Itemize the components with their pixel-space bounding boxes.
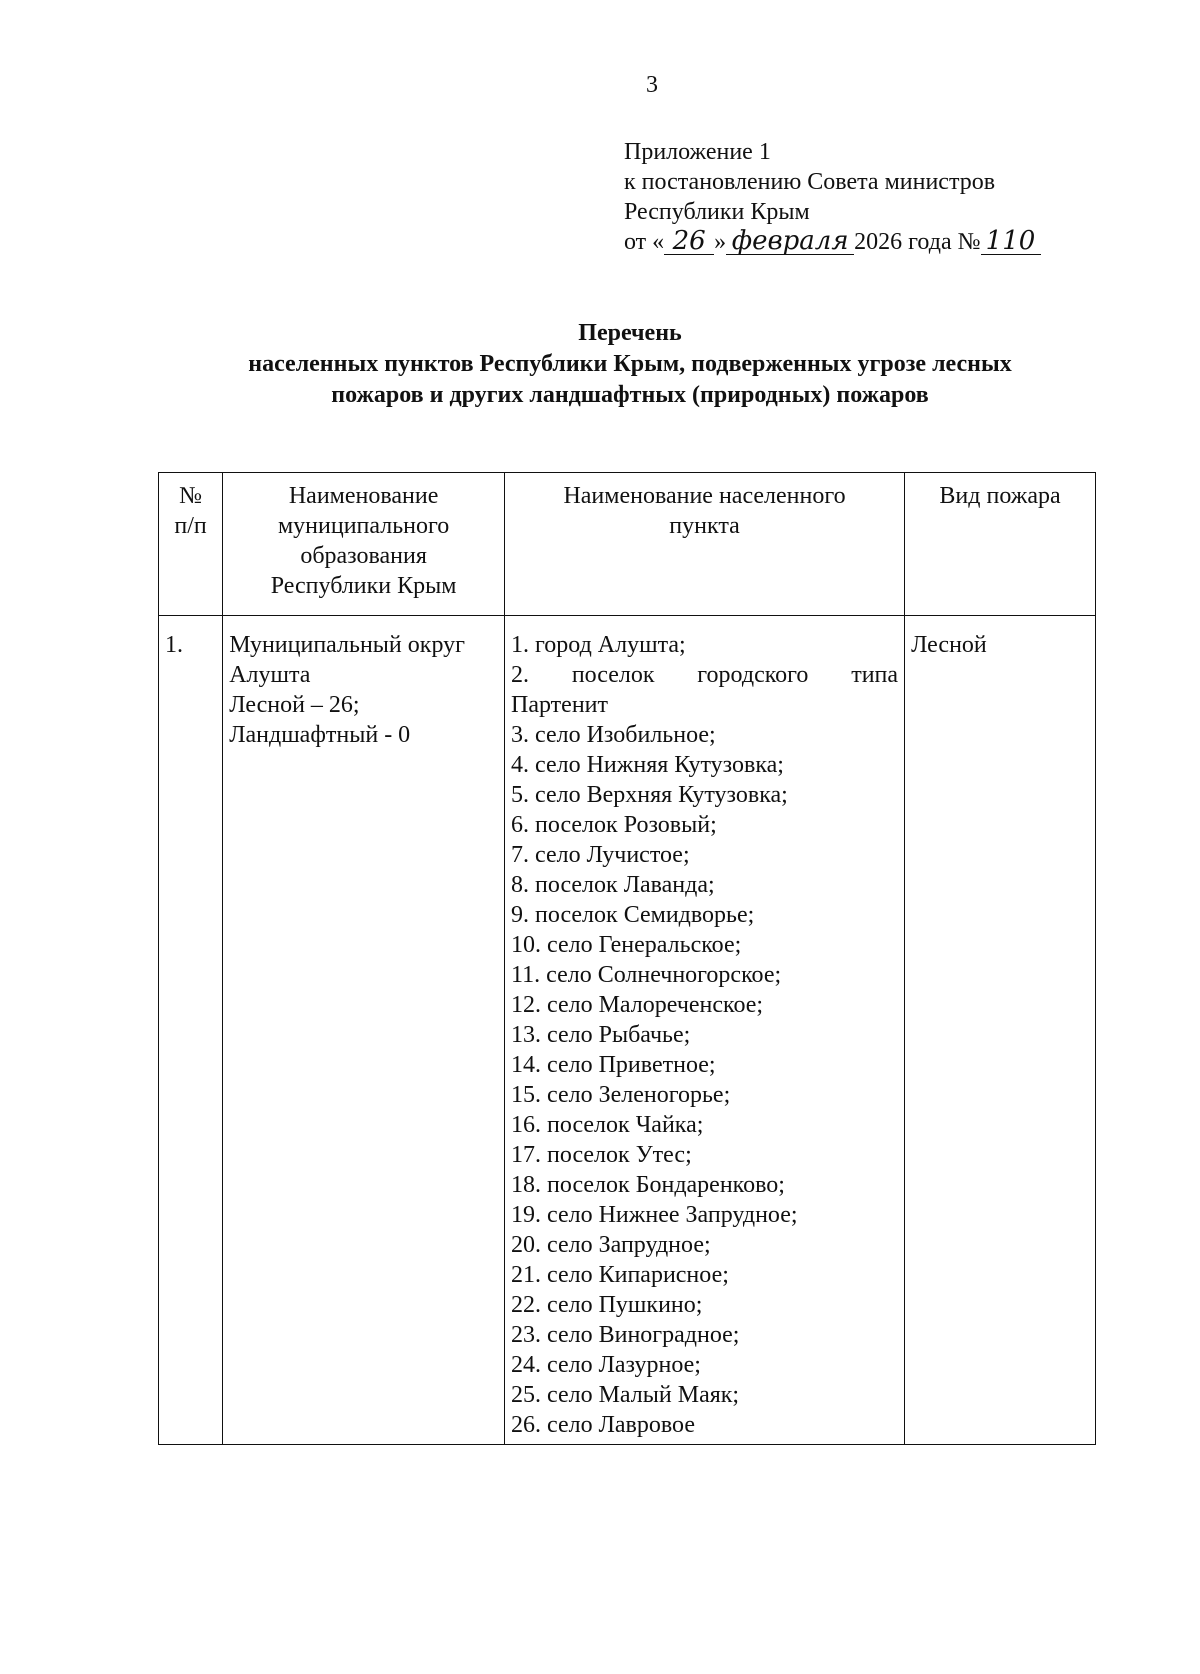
settlement-item: 20. село Запрудное; [511, 1232, 711, 1258]
title-line-1: Перечень [578, 320, 682, 346]
date-year: 2026 года № [854, 229, 981, 255]
settlement-item: 21. село Кипарисное; [511, 1262, 729, 1288]
handwritten-day: 26 [664, 228, 714, 255]
settlement-item: 24. село Лазурное; [511, 1352, 701, 1378]
handwritten-month: февраля [726, 228, 854, 255]
appendix-title: Приложение 1 [624, 139, 771, 165]
document-title [150, 318, 1110, 411]
settlement-item: 26. село Лавровое [511, 1412, 695, 1438]
municipality-line: Муниципальный округ [229, 632, 465, 658]
header-number [159, 473, 223, 616]
settlement-item: 8. поселок Лаванда; [511, 872, 715, 898]
settlement-item: 13. село Рыбачье; [511, 1022, 691, 1048]
settlement-item-2-continued: Партенит [511, 692, 608, 718]
appendix-resolution: к постановлению Совета министров [624, 169, 996, 195]
appendix-republic: Республики Крым [624, 199, 810, 225]
header-settlement-line: пункта [669, 513, 740, 539]
page-number: 3 [646, 72, 658, 98]
municipality-line: Ландшафтный - 0 [229, 722, 411, 748]
settlement-item: 6. поселок Розовый; [511, 812, 717, 838]
settlement-item: 11. село Солнечногорское; [511, 962, 782, 988]
settlement-item: 1. город Алушта; [511, 632, 686, 658]
settlement-item-2 [511, 660, 898, 690]
settlement-word: городского [697, 662, 809, 688]
row-number: 1. [159, 616, 223, 1445]
header-municipality [223, 473, 505, 616]
settlement-item: 4. село Нижняя Кутузовка; [511, 752, 784, 778]
header-fire-type: Вид пожара [905, 473, 1096, 616]
row-settlements [505, 616, 905, 1445]
header-municipality-line: Республики Крым [270, 573, 457, 599]
municipality-line: Алушта [229, 662, 311, 688]
table-row [159, 616, 1096, 1445]
header-settlement-line: Наименование населенного [563, 483, 846, 509]
settlement-item: 19. село Нижнее Запрудное; [511, 1202, 798, 1228]
appendix-header [624, 137, 1144, 257]
settlement-word: типа [851, 662, 899, 688]
header-municipality-line: муниципального [277, 513, 450, 539]
header-municipality-line: Наименование [288, 483, 439, 509]
settlement-item: 7. село Лучистое; [511, 842, 690, 868]
settlement-item: 10. село Генеральское; [511, 932, 742, 958]
settlement-item: 16. поселок Чайка; [511, 1112, 704, 1138]
appendix-date-line [624, 227, 1144, 257]
date-prefix: от « [624, 229, 665, 255]
municipality-line: Лесной – 26; [229, 692, 360, 718]
settlement-item: 15. село Зеленогорье; [511, 1082, 731, 1108]
header-settlement [505, 473, 905, 616]
settlement-item: 9. поселок Семидворье; [511, 902, 755, 928]
header-number-sign: № [179, 483, 203, 509]
header-number-pp: п/п [174, 513, 207, 539]
settlement-item: 17. поселок Утес; [511, 1142, 692, 1168]
settlement-item: 5. село Верхняя Кутузовка; [511, 782, 788, 808]
settlement-item: 22. село Пушкино; [511, 1292, 703, 1318]
settlements-table [158, 472, 1096, 1445]
settlement-word: поселок [571, 662, 655, 688]
settlement-item: 14. село Приветное; [511, 1052, 716, 1078]
title-line-3: пожаров и других ландшафтных (природных) пожаров [331, 382, 929, 408]
settlement-item: 3. село Изобильное; [511, 722, 716, 748]
title-line-2: населенных пунктов Республики Крым, подверженных угрозе лесных [248, 351, 1012, 377]
table-header-row [159, 473, 1096, 616]
row-municipality [223, 616, 505, 1445]
settlement-item: 25. село Малый Маяк; [511, 1382, 740, 1408]
handwritten-number: 110 [981, 228, 1041, 255]
settlement-item: 18. поселок Бондаренково; [511, 1172, 785, 1198]
date-day-close: » [714, 229, 727, 255]
settlement-word: 2. [511, 662, 530, 688]
row-fire-type: Лесной [905, 616, 1096, 1445]
settlement-item: 23. село Виноградное; [511, 1322, 740, 1348]
header-municipality-line: образования [300, 543, 427, 569]
settlement-item: 12. село Малореченское; [511, 992, 764, 1018]
